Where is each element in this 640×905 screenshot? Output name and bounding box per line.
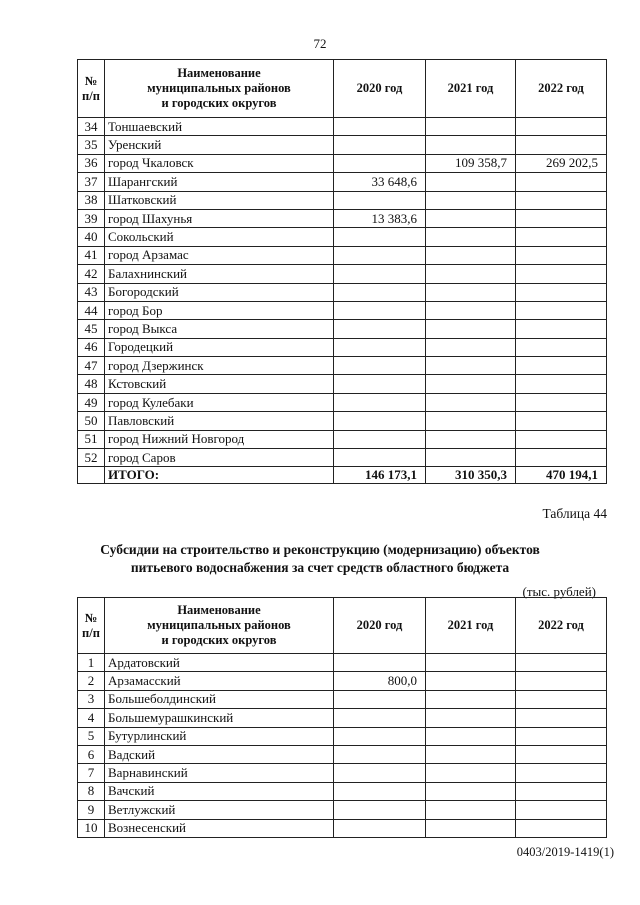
row-number: 36 <box>78 154 105 172</box>
municipality-name: город Саров <box>105 449 334 467</box>
value-2021 <box>426 136 516 154</box>
municipality-name: Тоншаевский <box>105 118 334 136</box>
table-row <box>78 654 607 672</box>
value-2021 <box>426 320 516 338</box>
table-row <box>78 136 607 154</box>
value-2021 <box>426 672 516 690</box>
units-label: (тыс. рублей) <box>522 584 596 599</box>
municipality-name: Вознесенский <box>105 819 334 837</box>
row-number: 9 <box>78 801 105 819</box>
table-row <box>78 320 607 338</box>
municipality-name: Арзамасский <box>105 672 334 690</box>
value-2021 <box>426 819 516 837</box>
value-2020 <box>334 228 426 246</box>
row-number: 3 <box>78 690 105 708</box>
value-2021 <box>426 782 516 800</box>
value-2021 <box>426 690 516 708</box>
col-header-2020: 2020 год <box>334 60 426 118</box>
table-row <box>78 246 607 264</box>
value-2021 <box>426 246 516 264</box>
row-number: 41 <box>78 246 105 264</box>
value-2021 <box>426 709 516 727</box>
table-row <box>78 745 607 763</box>
value-2021 <box>426 209 516 227</box>
value-2021 <box>426 430 516 448</box>
row-number: 42 <box>78 265 105 283</box>
row-number: 10 <box>78 819 105 837</box>
value-2022 <box>516 357 607 375</box>
value-2021 <box>426 338 516 356</box>
row-number: 8 <box>78 782 105 800</box>
municipality-name: Шарангский <box>105 173 334 191</box>
value-2020 <box>334 338 426 356</box>
value-2021 <box>426 449 516 467</box>
value-2020: 13 383,6 <box>334 209 426 227</box>
value-2022 <box>516 173 607 191</box>
row-number: 34 <box>78 118 105 136</box>
total-2022: 470 194,1 <box>516 467 607 484</box>
value-2020 <box>334 801 426 819</box>
municipality-name: город Выкса <box>105 320 334 338</box>
value-2020 <box>334 430 426 448</box>
table-row <box>78 672 607 690</box>
value-2020 <box>334 782 426 800</box>
value-2020 <box>334 412 426 430</box>
value-2022 <box>516 118 607 136</box>
value-2020 <box>334 709 426 727</box>
row-number: 38 <box>78 191 105 209</box>
value-2020 <box>334 283 426 301</box>
row-number: 48 <box>78 375 105 393</box>
row-number: 52 <box>78 449 105 467</box>
value-2021 <box>426 265 516 283</box>
table-row <box>78 764 607 782</box>
value-2020 <box>334 727 426 745</box>
col-header-number: № п/п <box>78 60 105 118</box>
municipality-name: город Арзамас <box>105 246 334 264</box>
value-2022 <box>516 265 607 283</box>
value-2021 <box>426 375 516 393</box>
table-row <box>78 154 607 172</box>
value-2020 <box>334 320 426 338</box>
col-header-name: Наименование муниципальных районов и городских округов <box>105 598 334 654</box>
row-number: 51 <box>78 430 105 448</box>
municipality-name: Большемурашкинский <box>105 709 334 727</box>
value-2022 <box>516 246 607 264</box>
value-2020 <box>334 654 426 672</box>
municipality-name: Балахнинский <box>105 265 334 283</box>
municipality-name: Бутурлинский <box>105 727 334 745</box>
table-row <box>78 338 607 356</box>
table-row <box>78 228 607 246</box>
col-header-number: № п/п <box>78 598 105 654</box>
table-row <box>78 265 607 283</box>
row-number: 40 <box>78 228 105 246</box>
value-2020 <box>334 154 426 172</box>
value-2022 <box>516 375 607 393</box>
value-2022 <box>516 690 607 708</box>
table-row <box>78 727 607 745</box>
municipality-name: Вачский <box>105 782 334 800</box>
row-number: 7 <box>78 764 105 782</box>
value-2022 <box>516 654 607 672</box>
table-row <box>78 283 607 301</box>
row-number: 6 <box>78 745 105 763</box>
table-label: Таблица 44 <box>542 506 607 521</box>
value-2020 <box>334 393 426 411</box>
row-number: 45 <box>78 320 105 338</box>
table-row <box>78 191 607 209</box>
value-2022 <box>516 191 607 209</box>
municipality-name: Большеболдинский <box>105 690 334 708</box>
municipality-name: Городецкий <box>105 338 334 356</box>
value-2020 <box>334 745 426 763</box>
municipality-name: город Нижний Новгород <box>105 430 334 448</box>
value-2020 <box>334 246 426 264</box>
value-2021 <box>426 801 516 819</box>
table-row <box>78 209 607 227</box>
value-2022 <box>516 449 607 467</box>
table-row <box>78 375 607 393</box>
total-number-cell <box>78 467 105 484</box>
value-2020 <box>334 191 426 209</box>
value-2021 <box>426 191 516 209</box>
section-heading-line2: питьевого водоснабжения за счет средств областного бюджета <box>130 560 510 575</box>
row-number: 1 <box>78 654 105 672</box>
table-row <box>78 449 607 467</box>
value-2022 <box>516 430 607 448</box>
municipality-name: город Шахунья <box>105 209 334 227</box>
municipality-name: Вадский <box>105 745 334 763</box>
municipality-name: Шатковский <box>105 191 334 209</box>
municipality-name: Ветлужский <box>105 801 334 819</box>
value-2022 <box>516 709 607 727</box>
row-number: 39 <box>78 209 105 227</box>
value-2022 <box>516 228 607 246</box>
table-row <box>78 393 607 411</box>
value-2022 <box>516 801 607 819</box>
document-code: 0403/2019-1419(1) <box>516 845 614 859</box>
value-2020 <box>334 265 426 283</box>
water-supply-subsidies-table <box>77 597 607 838</box>
total-2020: 146 173,1 <box>334 467 426 484</box>
municipality-name: Сокольский <box>105 228 334 246</box>
row-number: 4 <box>78 709 105 727</box>
section-heading <box>0 541 640 577</box>
value-2022 <box>516 338 607 356</box>
total-row <box>78 467 607 484</box>
value-2021 <box>426 745 516 763</box>
table-header-row <box>78 60 607 118</box>
value-2021: 109 358,7 <box>426 154 516 172</box>
value-2022 <box>516 136 607 154</box>
table-row <box>78 801 607 819</box>
table-header-row <box>78 598 607 654</box>
value-2021 <box>426 393 516 411</box>
value-2021 <box>426 283 516 301</box>
row-number: 46 <box>78 338 105 356</box>
col-header-2020: 2020 год <box>334 598 426 654</box>
section-heading-line1: Субсидии на строительство и реконструкцию (модернизацию) объектов <box>100 542 540 557</box>
value-2022 <box>516 727 607 745</box>
municipality-name: Ардатовский <box>105 654 334 672</box>
value-2021 <box>426 301 516 319</box>
value-2022 <box>516 782 607 800</box>
value-2021 <box>426 764 516 782</box>
col-header-2021: 2021 год <box>426 598 516 654</box>
table-row <box>78 819 607 837</box>
table-row <box>78 690 607 708</box>
col-header-2022: 2022 год <box>516 60 607 118</box>
value-2020 <box>334 301 426 319</box>
municipality-name: город Дзержинск <box>105 357 334 375</box>
municipality-name: город Кулебаки <box>105 393 334 411</box>
value-2021 <box>426 654 516 672</box>
col-header-2022: 2022 год <box>516 598 607 654</box>
value-2021 <box>426 228 516 246</box>
value-2020 <box>334 118 426 136</box>
table-row <box>78 301 607 319</box>
value-2021 <box>426 173 516 191</box>
page-number: 72 <box>313 36 327 51</box>
table-row <box>78 430 607 448</box>
row-number: 5 <box>78 727 105 745</box>
value-2022 <box>516 209 607 227</box>
value-2022: 269 202,5 <box>516 154 607 172</box>
value-2020 <box>334 375 426 393</box>
value-2020: 800,0 <box>334 672 426 690</box>
value-2022 <box>516 320 607 338</box>
row-number: 50 <box>78 412 105 430</box>
table-row <box>78 709 607 727</box>
col-header-name: Наименование муниципальных районов и городских округов <box>105 60 334 118</box>
table-row <box>78 357 607 375</box>
value-2020 <box>334 357 426 375</box>
value-2022 <box>516 412 607 430</box>
col-header-2021: 2021 год <box>426 60 516 118</box>
value-2020 <box>334 819 426 837</box>
table-row <box>78 173 607 191</box>
value-2020 <box>334 136 426 154</box>
value-2022 <box>516 393 607 411</box>
table-row <box>78 782 607 800</box>
row-number: 37 <box>78 173 105 191</box>
value-2022 <box>516 301 607 319</box>
value-2022 <box>516 745 607 763</box>
row-number: 43 <box>78 283 105 301</box>
row-number: 47 <box>78 357 105 375</box>
value-2022 <box>516 764 607 782</box>
total-2021: 310 350,3 <box>426 467 516 484</box>
value-2020: 33 648,6 <box>334 173 426 191</box>
value-2021 <box>426 412 516 430</box>
value-2021 <box>426 118 516 136</box>
subsidies-table-continued <box>77 59 607 484</box>
municipality-name: Уренский <box>105 136 334 154</box>
row-number: 49 <box>78 393 105 411</box>
value-2020 <box>334 449 426 467</box>
table-row <box>78 118 607 136</box>
row-number: 2 <box>78 672 105 690</box>
municipality-name: Кстовский <box>105 375 334 393</box>
value-2022 <box>516 819 607 837</box>
value-2020 <box>334 764 426 782</box>
value-2021 <box>426 727 516 745</box>
municipality-name: город Бор <box>105 301 334 319</box>
total-label: ИТОГО: <box>105 467 334 484</box>
value-2022 <box>516 283 607 301</box>
municipality-name: Богородский <box>105 283 334 301</box>
municipality-name: город Чкаловск <box>105 154 334 172</box>
row-number: 44 <box>78 301 105 319</box>
value-2022 <box>516 672 607 690</box>
row-number: 35 <box>78 136 105 154</box>
value-2021 <box>426 357 516 375</box>
table-row <box>78 412 607 430</box>
municipality-name: Павловский <box>105 412 334 430</box>
municipality-name: Варнавинский <box>105 764 334 782</box>
value-2020 <box>334 690 426 708</box>
